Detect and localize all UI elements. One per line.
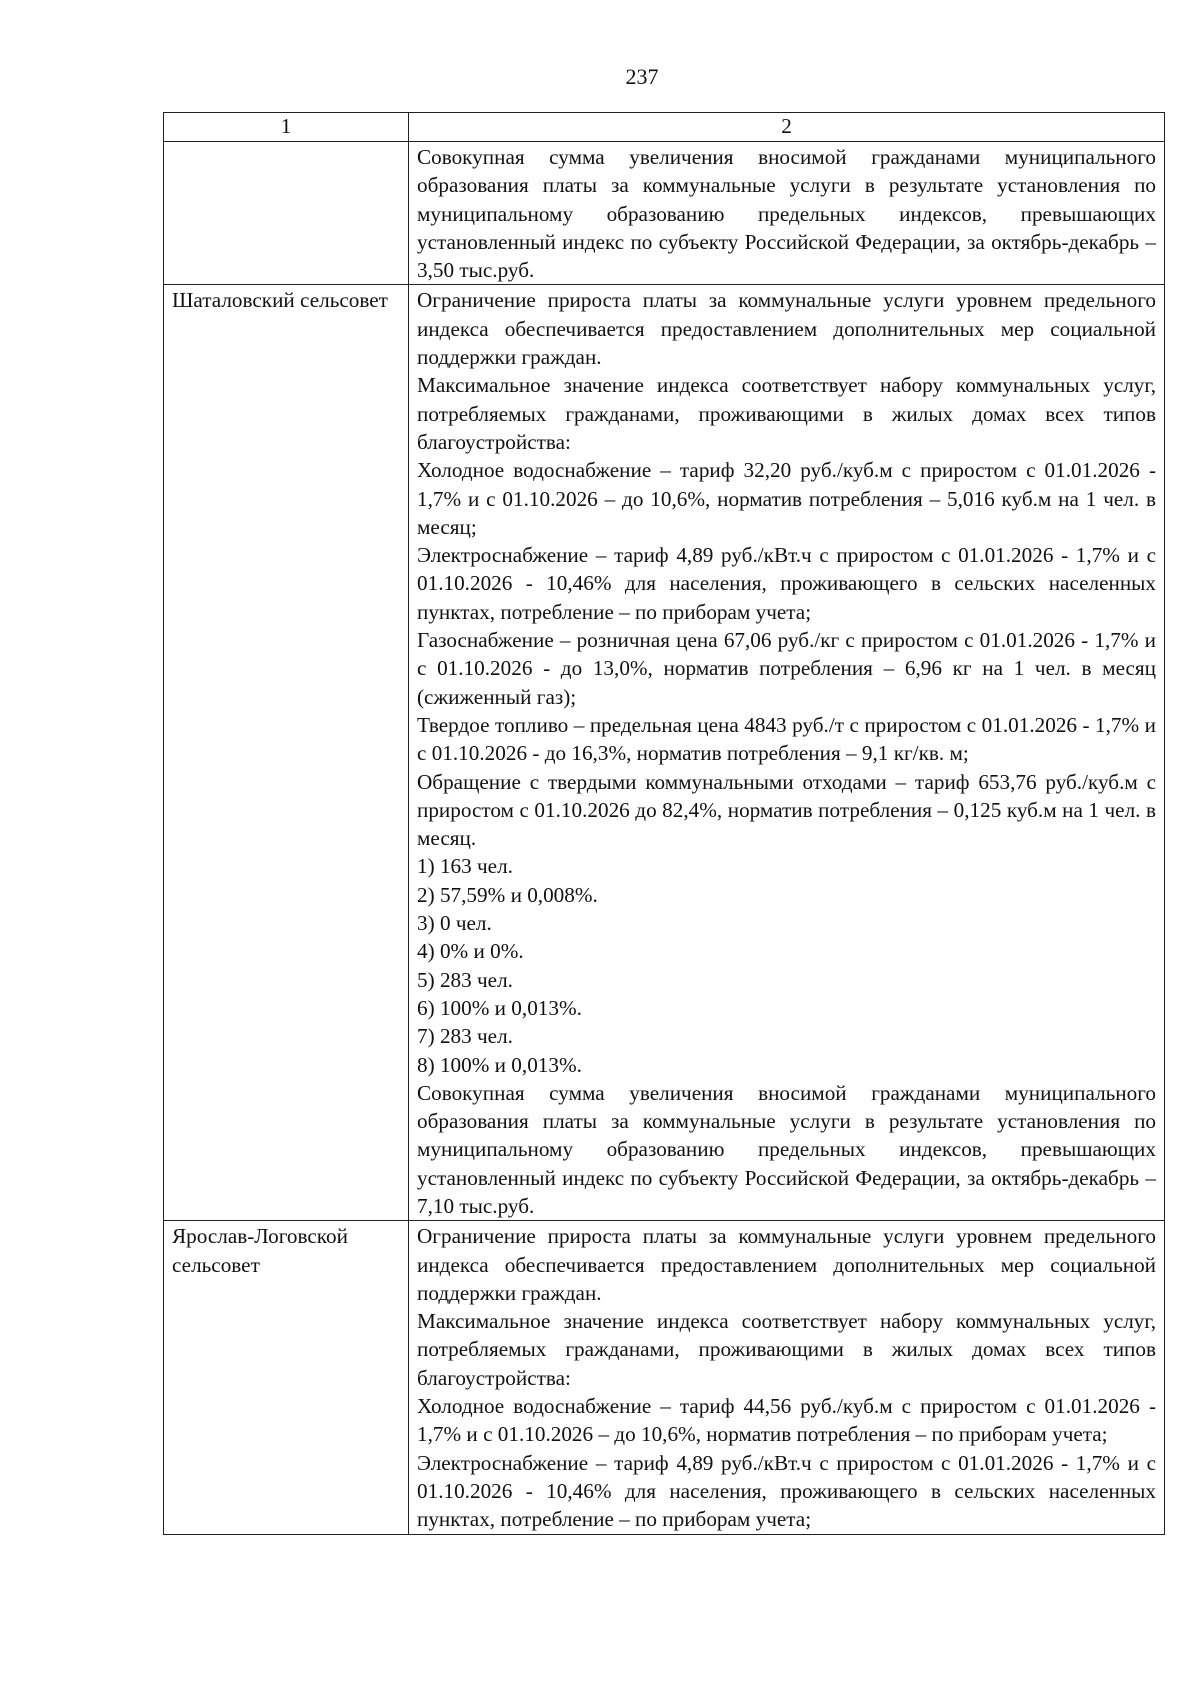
electricity-paragraph: Электроснабжение – тариф 4,89 руб./кВт.ч с приростом с 01.01.2026 - 1,7% и с 01.10.2026 - 10,46% для населения, проживающего в сельских населенных пунктах, потребление – по приборам учета; [417, 543, 1156, 624]
list-item: 1) 163 чел. [417, 854, 513, 879]
list-item: 8) 100% и 0,013%. [417, 1052, 582, 1077]
electricity-paragraph: Электроснабжение – тариф 4,89 руб./кВт.ч с приростом с 01.01.2026 - 1,7% и с 01.10.2026 - 10,46% для населения, проживающего в сельских населенных пунктах, потребление – по приборам учета; [417, 1450, 1156, 1532]
total-sum-paragraph: Совокупная сумма увеличения вносимой гражданами муниципального образования платы за коммунальные услуги в результате установления по муниципальному образованию предельных индексов, превышающих установленный индекс по субъекту Российской Федерации, за октябрь-декабрь – 3,50 тыс.руб. [417, 145, 1156, 283]
max-index-paragraph: Максимальное значение индекса соответствует набору коммунальных услуг, потребляемых гражданами, проживающими в жилых домах всех типов благоустройства: [417, 373, 1156, 454]
total-sum-paragraph: Совокупная сумма увеличения вносимой гражданами муниципального образования платы за коммунальные услуги в результате установления по муниципальному образованию предельных индексов, превышающих установленный индекс по субъекту Российской Федерации, за октябрь-декабрь – 7,10 тыс.руб. [417, 1080, 1156, 1218]
column-header-2: 2 [409, 113, 1165, 142]
max-index-paragraph: Максимальное значение индекса соответствует набору коммунальных услуг, потребляемых гражданами, проживающими в жилых домах всех типов благоустройства: [417, 1309, 1156, 1390]
document-table [163, 112, 1165, 1535]
list-item: 3) 0 чел. [417, 911, 492, 936]
list-item: 7) 283 чел. [417, 1024, 513, 1049]
column-header-1: 1 [164, 113, 409, 142]
table-row-yaroslav-logovskoy [164, 1221, 1165, 1534]
table-row-shatalovsky [164, 285, 1165, 1221]
page-number: 237 [625, 64, 659, 89]
table-header-row [164, 113, 1165, 142]
gas-paragraph: Газоснабжение – розничная цена 67,06 руб./кг с приростом с 01.01.2026 - 1,7% и с 01.10.2026 - до 13,0%, норматив потребления – 6,96 кг на 1 чел. в месяц (сжиженный газ); [417, 628, 1156, 709]
cold-water-paragraph: Холодное водоснабжение – тариф 44,56 руб./куб.м с приростом с 01.01.2026 - 1,7% и с 01.10.2026 – до 10,6%, норматив потребления – по приборам учета; [417, 1394, 1156, 1447]
limit-paragraph: Ограничение прироста платы за коммунальные услуги уровнем предельного индекса обеспечивается предоставлением дополнительных мер социальной поддержки граждан. [417, 288, 1156, 370]
waste-paragraph: Обращение с твердыми коммунальными отходами – тариф 653,76 руб./куб.м с приростом с 01.10.2026 до 82,4%, норматив потребления – 0,125 куб.м на 1 чел. в месяц. [417, 769, 1156, 851]
limit-paragraph: Ограничение прироста платы за коммунальные услуги уровнем предельного индекса обеспечивается предоставлением дополнительных мер социальной поддержки граждан. [417, 1224, 1156, 1305]
list-item: 4) 0% и 0%. [417, 939, 524, 964]
content-cell-yaroslav-logovskoy [409, 1221, 1165, 1534]
region-name-yaroslav-logovskoy: Ярослав-Логовской сельсовет [164, 1221, 409, 1534]
region-name-shatalovsky: Шаталовский сельсовет [164, 285, 409, 1221]
content-cell-shatalovsky [409, 285, 1165, 1221]
list-item: 2) 57,59% и 0,008%. [417, 882, 598, 907]
cold-water-paragraph: Холодное водоснабжение – тариф 32,20 руб./куб.м с приростом с 01.01.2026 - 1,7% и с 01.10.2026 – до 10,6%, норматив потребления – 5,016 куб.м на 1 чел. в месяц; [417, 458, 1156, 539]
list-item: 6) 100% и 0,013%. [417, 995, 582, 1020]
content-cell-continuation [409, 142, 1165, 285]
solid-fuel-paragraph: Твердое топливо – предельная цена 4843 руб./т с приростом с 01.01.2026 - 1,7% и с 01.10.2026 - до 16,3%, норматив потребления – 9,1 кг/кв. м; [417, 712, 1156, 766]
table-row-continuation [164, 142, 1165, 285]
region-cell-empty [164, 142, 409, 285]
list-item: 5) 283 чел. [417, 967, 513, 992]
